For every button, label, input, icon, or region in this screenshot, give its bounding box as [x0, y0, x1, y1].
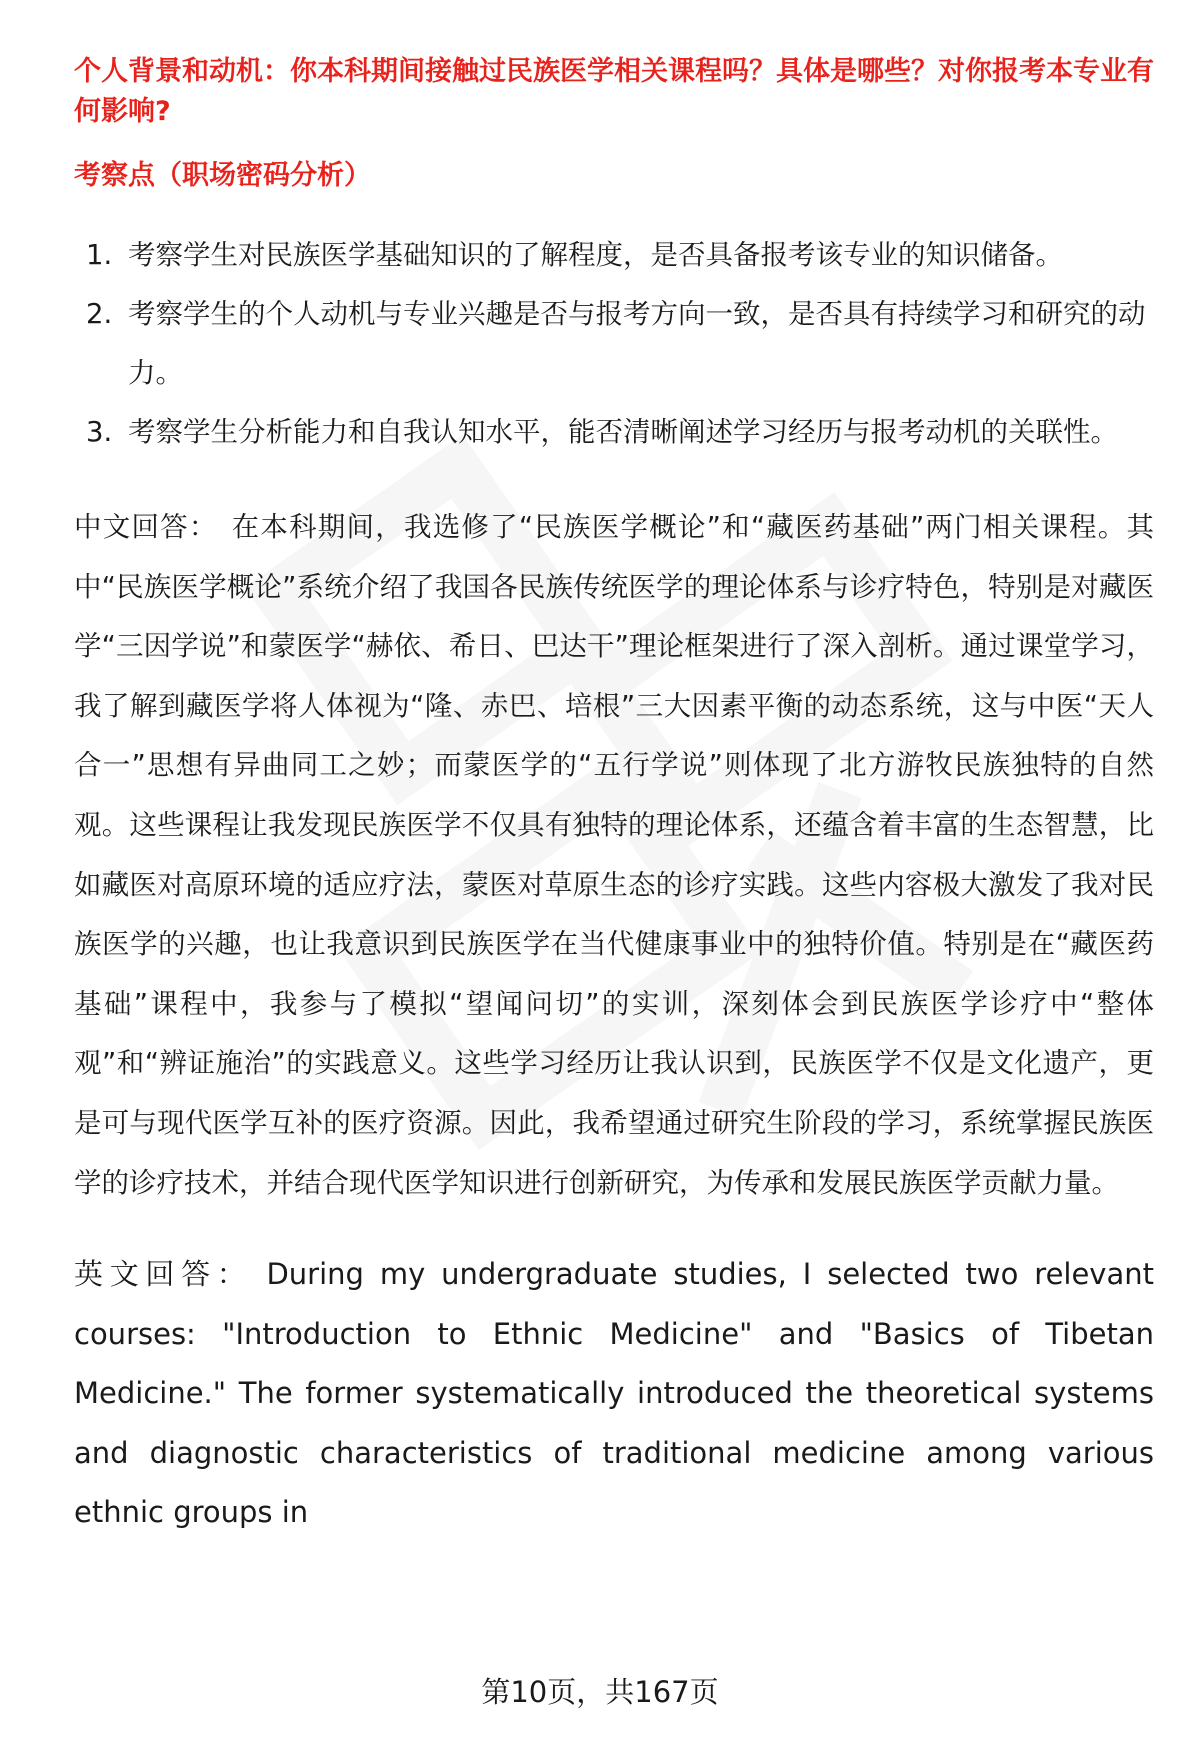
- page-number: 第10页，共167页: [481, 1675, 719, 1709]
- question-heading: 个人背景和动机：你本科期间接触过民族医学相关课程吗？具体是哪些？对你报考本专业有何影响?: [74, 56, 1154, 127]
- point-text: 考察学生分析能力和自我认知水平，能否清晰阐述学习经历与报考动机的关联性。: [128, 416, 1118, 448]
- point-text: 考察学生的个人动机与专业兴趣是否与报考方向一致，是否具有持续学习和研究的动力。: [128, 298, 1146, 389]
- assessment-point: [74, 226, 1154, 285]
- chinese-answer-text: 在本科期间，我选修了“民族医学概论”和“藏医药基础”两门相关课程。其中“民族医学概论”系统介绍了我国各民族传统医学的理论体系与诊疗特色，特别是对藏医学“三因学说”和蒙医学“赫依、希日、巴达干”理论框架进行了深入剖析。通过课堂学习，我了解到藏医学将人体视为“隆、赤巴、培根”三大因素平衡的动态系统，这与中医“天人合一”思想有异曲同工之妙；而蒙医学的“五行学说”则体现了北方游牧民族独特的自然观。这些课程让我发现民族医学不仅具有独特的理论体系，还蕴含着丰富的生态智慧，比如藏医对高原环境的适应疗法，蒙医对草原生态的诊疗实践。这些内容极大激发了我对民族医学的兴趣，也让我意识到民族医学在当代健康事业中的独特价值。特别是在“藏医药基础”课程中，我参与了模拟“望闻问切”的实训，深刻体会到民族医学诊疗中“整体观”和“辨证施治”的实践意义。这些学习经历让我认识到，民族医学不仅是文化遗产，更是可与现代医学互补的医疗资源。因此，我希望通过研究生阶段的学习，系统掌握民族医学的诊疗技术，并结合现代医学知识进行创新研究，为传承和发展民族医学贡献力量。: [74, 511, 1154, 1199]
- english-answer: [74, 1245, 1154, 1543]
- document-page: [74, 52, 1154, 1543]
- analysis-heading: 考察点（职场密码分析）: [74, 160, 371, 191]
- chinese-answer: [74, 498, 1154, 1213]
- english-answer-text: During my undergraduate studies, I selected two relevant courses: "Introduction to Ethnic Medicine" and "Basics of Tibetan Medicine." The former systematically introduced the theoretical systems and diagnostic characteristics of traditional medicine among various ethnic groups in: [74, 1257, 1154, 1530]
- point-number: 1.: [86, 239, 113, 271]
- chinese-answer-label: 中文回答：: [74, 511, 218, 543]
- point-text: 考察学生对民族医学基础知识的了解程度，是否具备报考该专业的知识储备。: [128, 239, 1063, 271]
- english-answer-label: 英文回答：: [74, 1257, 253, 1292]
- assessment-point: [74, 285, 1154, 403]
- point-number: 3.: [86, 416, 113, 448]
- point-number: 2.: [86, 298, 113, 330]
- assessment-point: [74, 403, 1154, 462]
- assessment-points: [74, 226, 1154, 462]
